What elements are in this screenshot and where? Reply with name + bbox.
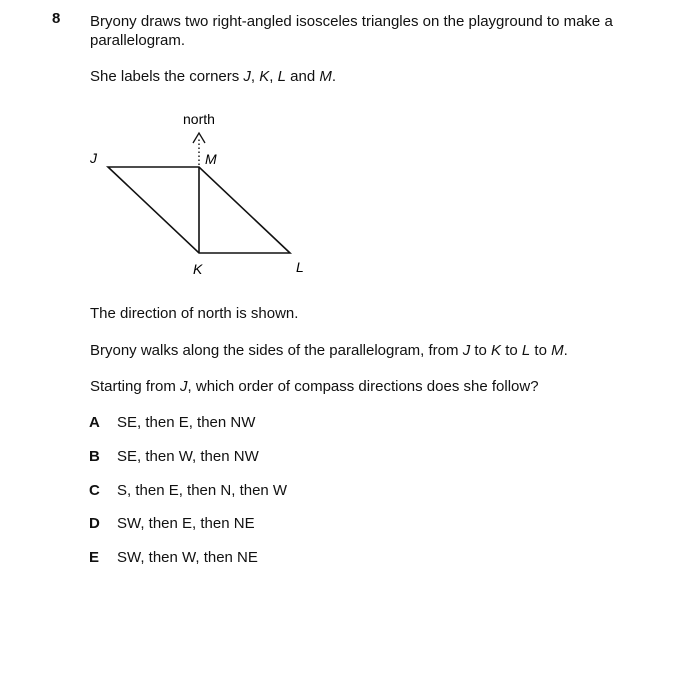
label-m: M [319, 68, 332, 85]
ask-prefix: Starting from [90, 378, 181, 395]
vertex-j: J [90, 150, 97, 166]
question-number: 8 [52, 10, 61, 27]
question-stem: Bryony draws two right-angled isosceles triangles on the playground to make a parallelogram. [90, 13, 613, 49]
walk-t3: to [530, 342, 552, 359]
label-k: K [259, 68, 270, 85]
labels-prefix: She labels the corners [90, 68, 244, 85]
walk-m: M [551, 342, 564, 359]
label-l: L [277, 68, 286, 85]
option-letter: B [89, 448, 100, 465]
north-label: north [183, 111, 215, 127]
option-text: SE, then W, then NW [117, 448, 259, 465]
walk-l: L [521, 342, 531, 359]
walk-k: K [491, 342, 502, 359]
label-j: J [243, 68, 251, 85]
labels-sep3: and [285, 68, 320, 85]
walk-j: J [462, 342, 471, 359]
labels-suffix: . [331, 68, 337, 85]
walk-sentence [90, 341, 670, 360]
labels-sep2: , [269, 68, 278, 85]
north-note: The direction of north is shown. [90, 305, 299, 322]
walk-suffix: . [563, 342, 568, 359]
vertex-k: K [193, 261, 203, 277]
option-text: SE, then E, then NW [117, 414, 256, 431]
parallelogram-diagram [0, 0, 700, 300]
option-letter: C [89, 482, 100, 499]
ask-j: J [180, 378, 188, 395]
option-letter: A [89, 414, 100, 431]
vertex-l: L [296, 259, 304, 275]
vertex-m: M [205, 151, 217, 167]
option-letter: E [89, 549, 100, 566]
option-text: SW, then W, then NE [117, 549, 258, 566]
ask-suffix: , which order of compass directions does she follow? [187, 378, 539, 395]
labels-sep1: , [250, 68, 260, 85]
walk-prefix: Bryony walks along the sides of the parallelogram, from [90, 342, 463, 359]
walk-t2: to [501, 342, 522, 359]
option-letter: D [89, 515, 100, 532]
option-text: SW, then E, then NE [117, 515, 255, 532]
walk-t1: to [470, 342, 492, 359]
option-text: S, then E, then N, then W [117, 482, 288, 499]
ask-sentence [90, 377, 670, 396]
